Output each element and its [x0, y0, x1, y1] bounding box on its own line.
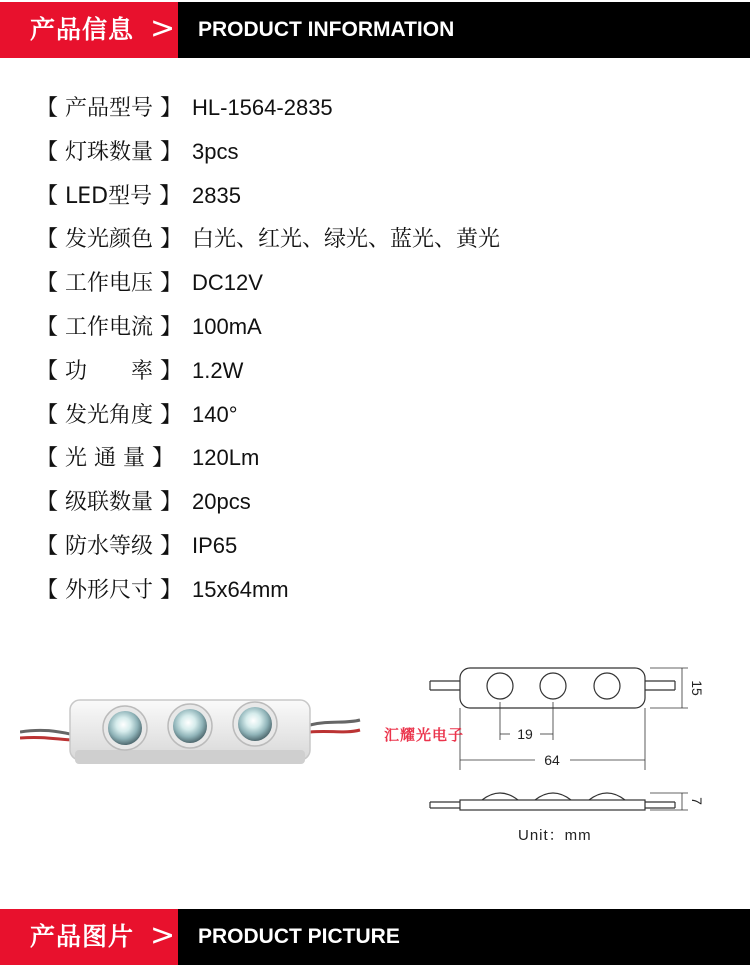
spec-value: 白光、红光、绿光、蓝光、黄光	[192, 226, 501, 252]
banner-title-cn: 产品信息	[30, 15, 135, 44]
spec-row	[36, 436, 500, 480]
spec-value: 2835	[192, 182, 241, 208]
spec-label: 【 级联数量 】	[36, 490, 182, 516]
spec-label: 【 工作电压 】	[36, 271, 182, 297]
spec-value: 15x64mm	[192, 576, 289, 602]
spec-label: 【 光 通 量 】	[36, 446, 174, 472]
spec-value: IP65	[192, 532, 238, 558]
spec-label: 【 工作电流 】	[36, 314, 182, 340]
spec-row	[36, 393, 500, 437]
spec-row	[36, 174, 500, 218]
banner-title-en: PRODUCT INFORMATION	[198, 18, 455, 41]
spec-label: 【 发光角度 】	[36, 402, 182, 428]
spec-row	[36, 349, 500, 393]
chevron-right-icon: >	[150, 918, 176, 953]
spec-row	[36, 480, 500, 524]
spec-value: HL-1564-2835	[192, 95, 333, 120]
spec-value: DC12V	[192, 270, 263, 296]
chevron-right-icon: >	[150, 11, 176, 46]
spec-row	[36, 130, 500, 174]
spec-value: 1.2W	[192, 357, 244, 383]
spec-row	[36, 524, 500, 568]
dim-pitch-label: 19	[517, 726, 533, 742]
unit-label: Unit：mm	[518, 827, 592, 844]
spec-row	[36, 217, 500, 261]
spec-label: 【 防水等级 】	[36, 533, 182, 559]
product-photo	[20, 680, 365, 790]
spec-label: 【 功 率 】	[36, 358, 182, 384]
spec-row	[36, 305, 500, 349]
banner-title-cn: 产品图片	[30, 922, 135, 951]
spec-label: 【 外形尺寸 】	[36, 577, 182, 603]
spec-list	[36, 86, 500, 612]
spec-label: 【 发光颜色 】	[36, 227, 182, 253]
spec-row	[36, 568, 500, 612]
brand-watermark: 汇耀光电子	[384, 726, 465, 744]
spec-label: 【 灯珠数量 】	[36, 139, 182, 165]
product-info-banner	[0, 2, 750, 58]
banner-title-en: PRODUCT PICTURE	[198, 925, 400, 948]
spec-row	[36, 261, 500, 305]
spec-label: 【 LED型号 】	[36, 183, 182, 209]
dimension-diagram	[420, 650, 720, 850]
spec-value: 120Lm	[192, 445, 260, 471]
spec-value: 3pcs	[192, 138, 239, 164]
spec-value: 20pcs	[192, 489, 251, 515]
spec-label: 【 产品型号 】	[36, 96, 182, 121]
dim-length-label: 64	[544, 752, 560, 768]
dim-thickness-label: 7	[689, 797, 705, 805]
product-picture-banner	[0, 909, 750, 965]
spec-row	[36, 86, 500, 130]
dim-height-label: 15	[689, 680, 705, 696]
spec-value: 140°	[192, 401, 238, 427]
spec-value: 100mA	[192, 313, 262, 339]
